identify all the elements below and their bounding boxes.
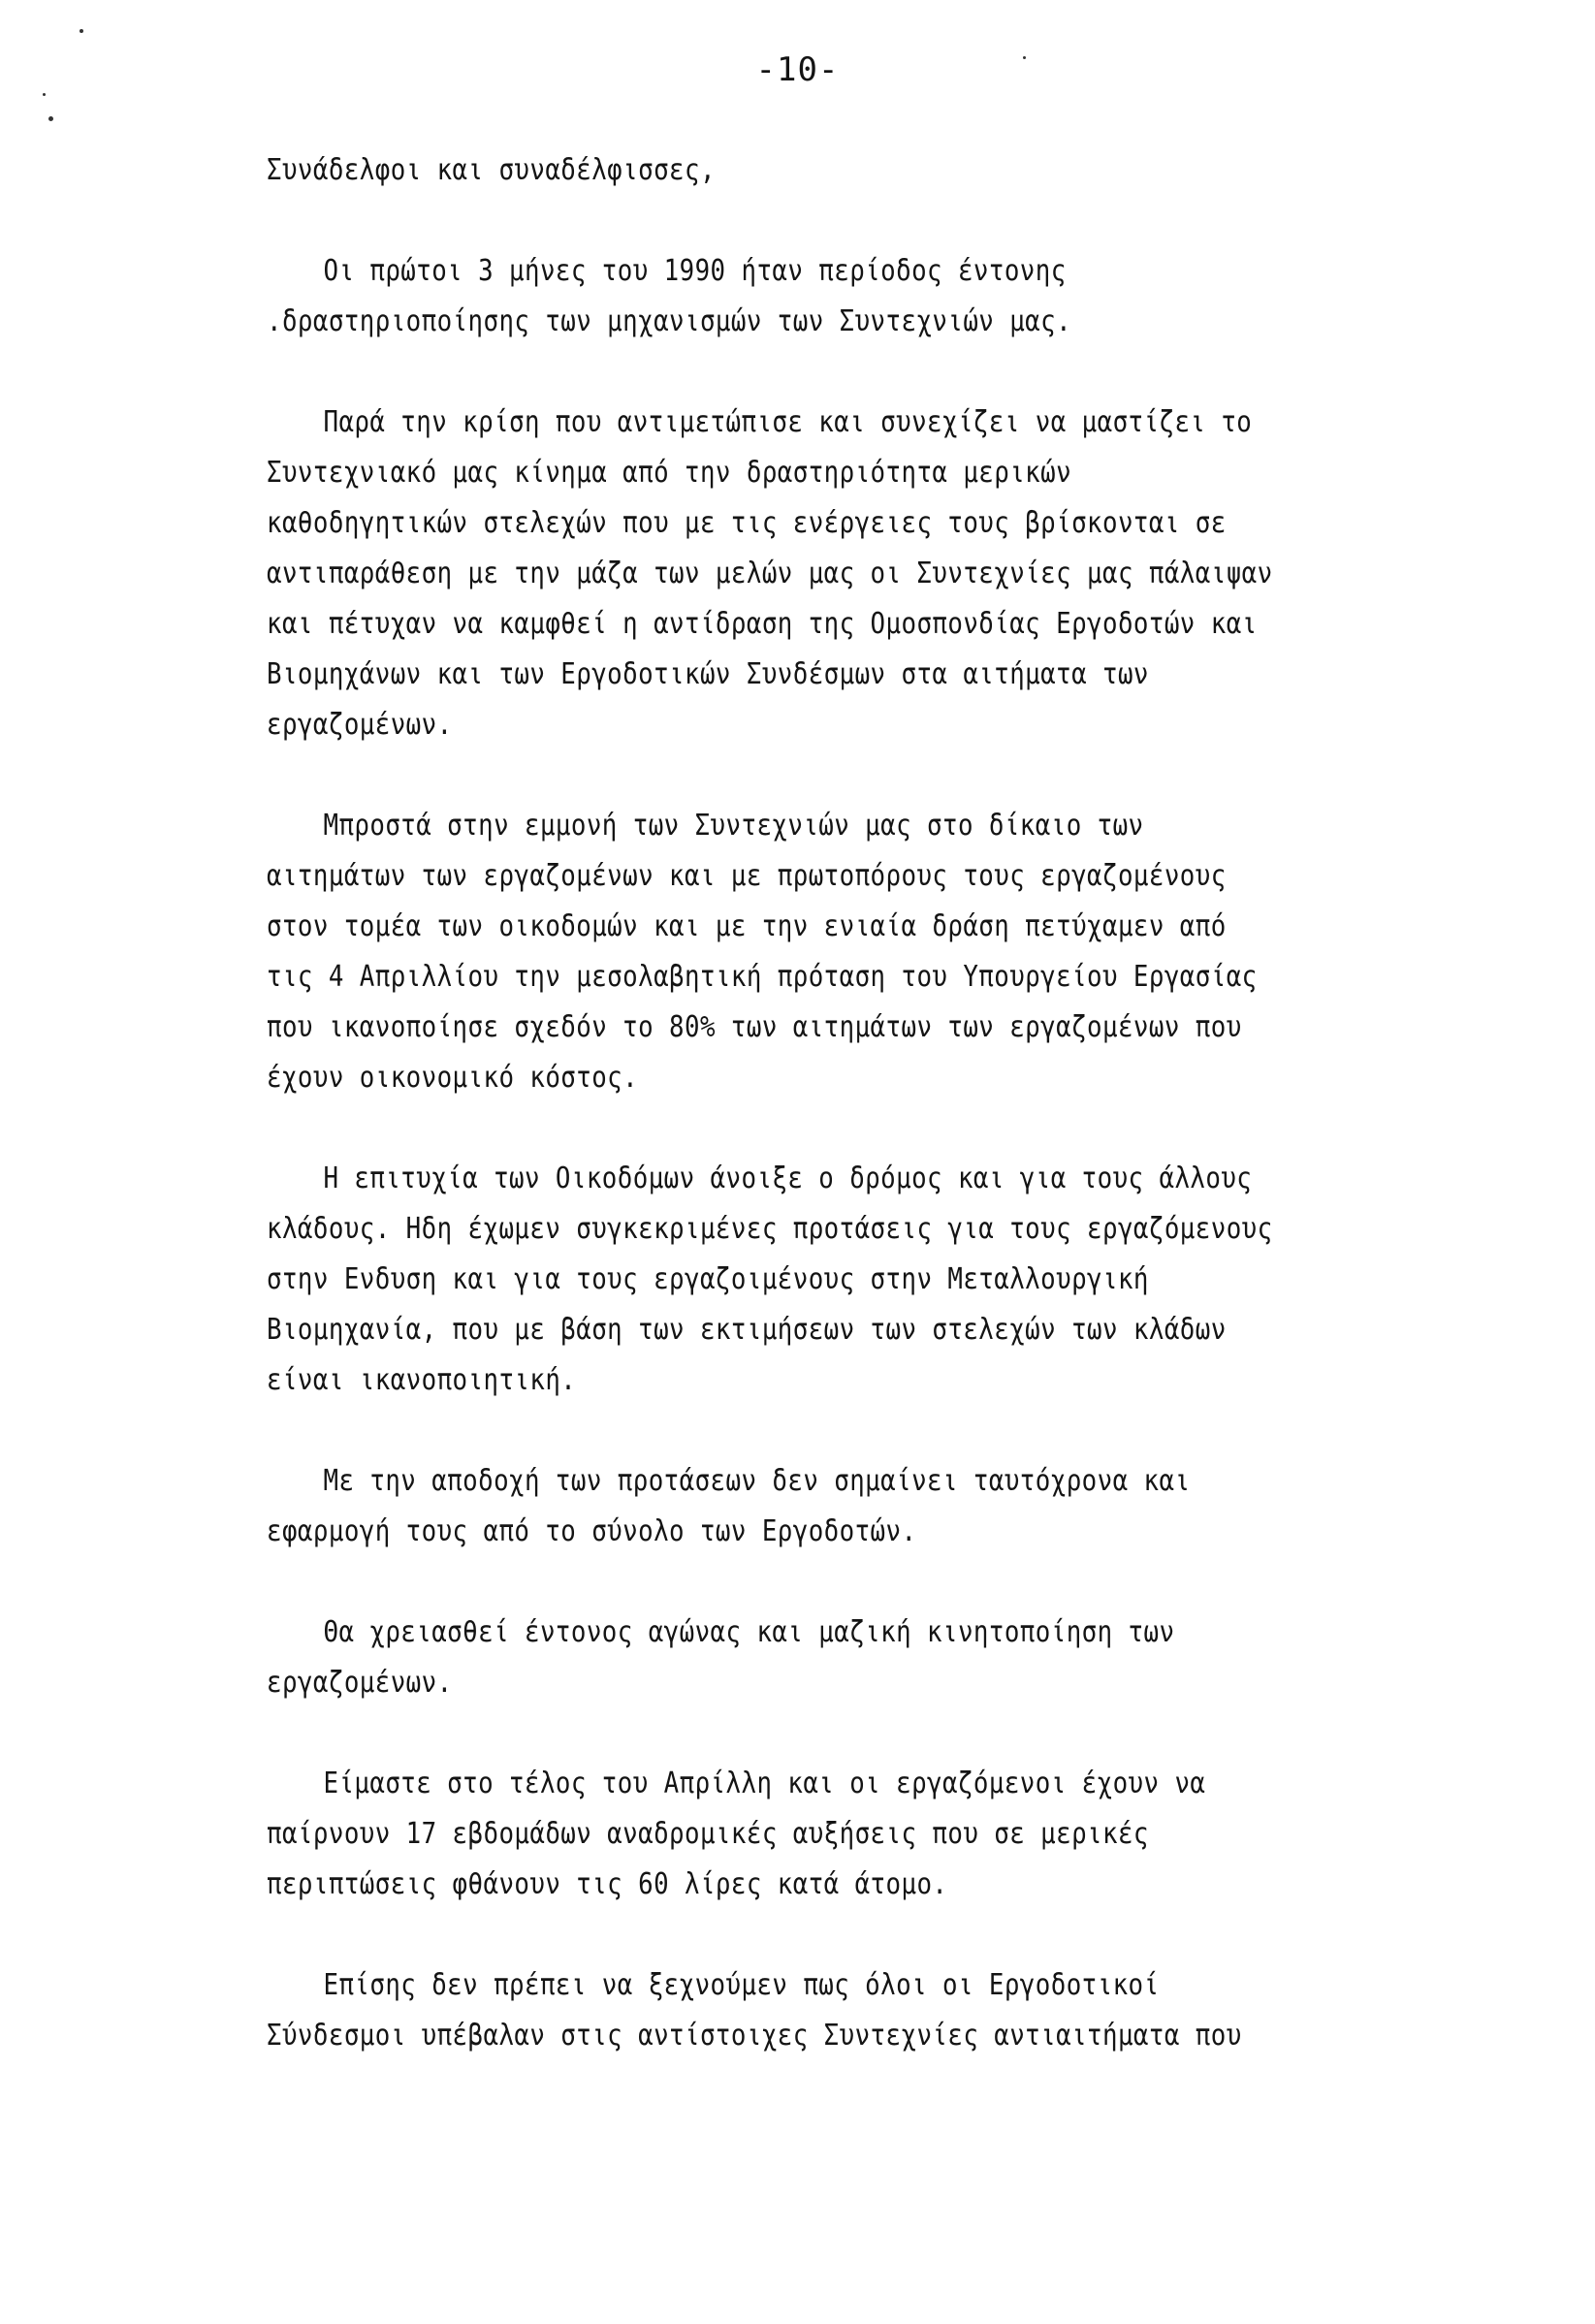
text-line: εφαρμογή τους από το σύνολο των Εργοδοτών. [267, 1514, 917, 1548]
text-line: Συνάδελφοι και συναδέλφισσες, [267, 153, 716, 187]
text-line: και πέτυχαν να καμφθεί η αντίδραση της Ομοσπονδίας Εργοδοτών και [267, 607, 1258, 641]
text-line: εργαζομένων. [267, 708, 453, 742]
text-line: κλάδους. Ηδη έχωμεν συγκεκριμένες προτάσεις για τους εργαζόμενους [267, 1212, 1273, 1246]
text-line: τις 4 Απριλλίου την μεσολαβητική πρόταση του Υπουργείου Εργασίας [267, 960, 1258, 994]
text-line: Η επιτυχία των Οικοδόμων άνοιξε ο δρόμος και για τους άλλους [323, 1162, 1253, 1195]
paragraph [267, 145, 1314, 196]
document-body [267, 145, 1314, 2061]
text-line: Βιομηχάνων και των Εργοδοτικών Συνδέσμων στα αιτήματα των [267, 657, 1149, 691]
paragraph [267, 1960, 1314, 2061]
text-line: Βιομηχανία, που με βάση των εκτιμήσεων των στελεχών των κλάδων [267, 1313, 1227, 1347]
paragraph [267, 1456, 1314, 1557]
text-line: Παρά την κρίση που αντιμετώπισε και συνεχίζει να μαστίζει το [323, 405, 1253, 439]
paragraph [267, 1154, 1314, 1406]
text-line: στον τομέα των οικοδομών και με την ενιαία δράση πετύχαμεν από [267, 909, 1227, 943]
scan-speck [80, 29, 83, 33]
scan-speck [43, 93, 46, 96]
text-line: .δραστηριοποίησης των μηχανισμών των Συντεχνιών μας. [267, 304, 1072, 338]
text-line: είναι ικανοποιητική. [267, 1363, 577, 1397]
paragraph [267, 398, 1314, 750]
paragraph [267, 1759, 1314, 1910]
text-line: Συντεχνιακό μας κίνημα από την δραστηριότητα μερικών [267, 456, 1072, 490]
paragraph [267, 1608, 1314, 1708]
text-line: παίρνουν 17 εβδομάδων αναδρομικές αυξήσεις που σε μερικές [267, 1817, 1149, 1851]
scan-speck [1023, 56, 1026, 59]
text-line: Θα χρειασθεί έντονος αγώνας και μαζική κινητοποίηση των [323, 1615, 1175, 1649]
text-line: που ικανοποίησε σχεδόν το 80% των αιτημάτων των εργαζομένων που [267, 1010, 1242, 1044]
page-number: -10- [755, 50, 840, 89]
text-line: εργαζομένων. [267, 1666, 453, 1700]
text-line: αιτημάτων των εργαζομένων και με πρωτοπόρους τους εργαζομένους [267, 859, 1227, 893]
text-line: αντιπαράθεση με την μάζα των μελών μας οι Συντεχνίες μας πάλαιψαν [267, 557, 1273, 590]
text-line: Οι πρώτοι 3 μήνες του 1990 ήταν περίοδος έντονης [323, 254, 1067, 288]
text-line: Επίσης δεν πρέπει να ξεχνούμεν πως όλοι οι Εργοδοτικοί [323, 1968, 1160, 2002]
text-line: Σύνδεσμοι υπέβαλαν στις αντίστοιχες Συντεχνίες αντιαιτήματα που [267, 2019, 1242, 2053]
text-line: καθοδηγητικών στελεχών που με τις ενέργειες τους βρίσκονται σε [267, 506, 1227, 540]
text-line: στην Ενδυση και για τους εργαζοιμένους στην Μεταλλουργική [267, 1262, 1149, 1296]
paragraph [267, 801, 1314, 1103]
paragraph [267, 246, 1314, 347]
scan-speck [48, 116, 53, 121]
text-line: περιπτώσεις φθάνουν τις 60 λίρες κατά άτομο. [267, 1867, 948, 1901]
text-line: έχουν οικονομικό κόστος. [267, 1061, 639, 1095]
text-line: Με την αποδοχή των προτάσεων δεν σημαίνει ταυτόχρονα και [323, 1464, 1191, 1498]
text-line: Είμαστε στο τέλος του Απρίλλη και οι εργαζόμενοι έχουν να [323, 1767, 1206, 1800]
text-line: Μπροστά στην εμμονή των Συντεχνιών μας στο δίκαιο των [323, 809, 1144, 843]
